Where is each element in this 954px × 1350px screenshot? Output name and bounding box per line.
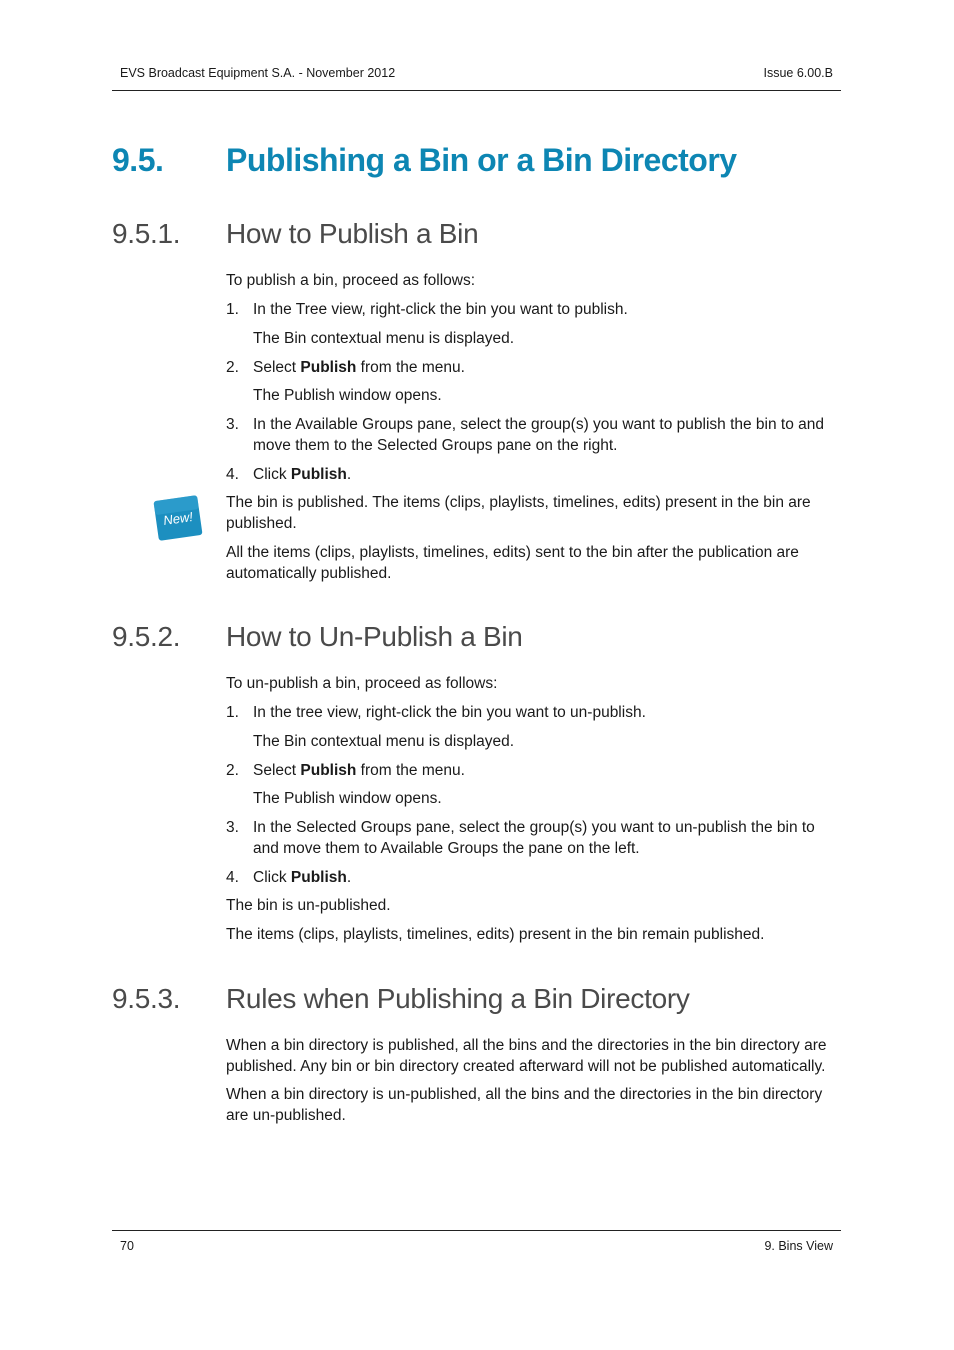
list-number: 4. [226, 869, 239, 886]
list-number: 3. [226, 819, 239, 836]
result-paragraph: All the items (clips, playlists, timelines, edits) sent to the bin after the publication are automatically published. [226, 544, 799, 582]
text-run: Click [253, 466, 291, 483]
list-text: In the Available Groups pane, select the group(s) you want to publish the bin to and move them to the Selected Groups pane on the right. [253, 416, 825, 454]
result-paragraph: The bin is un-published. [226, 897, 391, 914]
list-text: In the Tree view, right-click the bin you want to publish. [253, 301, 628, 318]
page-header [112, 66, 841, 91]
result-paragraph: The bin is published. The items (clips, playlists, timelines, edits) present in the bin are published. [226, 494, 811, 532]
step-result: The Bin contextual menu is displayed. [253, 733, 515, 750]
rules-paragraph: When a bin directory is published, all the bins and the directories in the bin directory are published. Any bin or bin directory created afterward will not be published automatically. [226, 1037, 827, 1075]
page-number: 70 [120, 1239, 134, 1253]
new-badge-icon [153, 494, 203, 542]
list-text [253, 760, 843, 781]
new-badge-label: New! [162, 509, 194, 528]
text-run: Click [253, 869, 291, 886]
chapter-name: 9. Bins View [764, 1239, 833, 1253]
text-run: from the menu. [356, 762, 465, 779]
bold-term: Publish [300, 359, 357, 376]
list-text [253, 464, 843, 485]
text-run: Select [253, 762, 301, 779]
step-result: The Publish window opens. [253, 387, 442, 404]
intro-paragraph: To un-publish a bin, proceed as follows: [226, 675, 498, 692]
text-run: from the menu. [356, 359, 465, 376]
subsection-number: 9.5.2. [112, 621, 181, 652]
subsection-heading-unpublish [112, 621, 523, 653]
step-result: The Bin contextual menu is displayed. [253, 330, 515, 347]
header-publisher: EVS Broadcast Equipment S.A. - November 2012 [120, 66, 396, 80]
bold-term: Publish [290, 869, 347, 886]
subsection-title: How to Un-Publish a Bin [226, 621, 523, 652]
list-number: 3. [226, 416, 239, 433]
list-number: 1. [226, 704, 239, 721]
subsection-heading-rules [112, 983, 690, 1015]
list-number: 1. [226, 301, 239, 318]
intro-paragraph: To publish a bin, proceed as follows: [226, 272, 476, 289]
list-number: 2. [226, 359, 239, 376]
subsection-title: Rules when Publishing a Bin Directory [226, 983, 690, 1014]
bold-term: Publish [300, 762, 357, 779]
list-text [253, 357, 843, 378]
step-result: The Publish window opens. [253, 790, 442, 807]
subsection-number: 9.5.3. [112, 983, 181, 1014]
subsection-number: 9.5.1. [112, 218, 181, 249]
subsection-heading-publish [112, 218, 478, 250]
list-text: In the Selected Groups pane, select the group(s) you want to un-publish the bin to and move them to Available Groups the pane on the left. [253, 819, 815, 857]
text-run: Select [253, 359, 301, 376]
result-paragraph: The items (clips, playlists, timelines, edits) present in the bin remain published. [226, 926, 765, 943]
text-run: . [346, 869, 352, 886]
section-heading [112, 142, 737, 179]
list-number: 2. [226, 762, 239, 779]
list-number: 4. [226, 466, 239, 483]
bold-term: Publish [290, 466, 347, 483]
section-number: 9.5. [112, 142, 164, 178]
rules-paragraph: When a bin directory is un-published, all the bins and the directories in the bin directory are un-published. [226, 1086, 823, 1124]
list-text: In the tree view, right-click the bin you want to un-publish. [253, 704, 646, 721]
page-footer [112, 1230, 841, 1255]
list-text [253, 867, 843, 888]
subsection-title: How to Publish a Bin [226, 218, 479, 249]
section-title: Publishing a Bin or a Bin Directory [226, 142, 737, 178]
header-issue: Issue 6.00.B [763, 66, 833, 80]
text-run: . [346, 466, 352, 483]
